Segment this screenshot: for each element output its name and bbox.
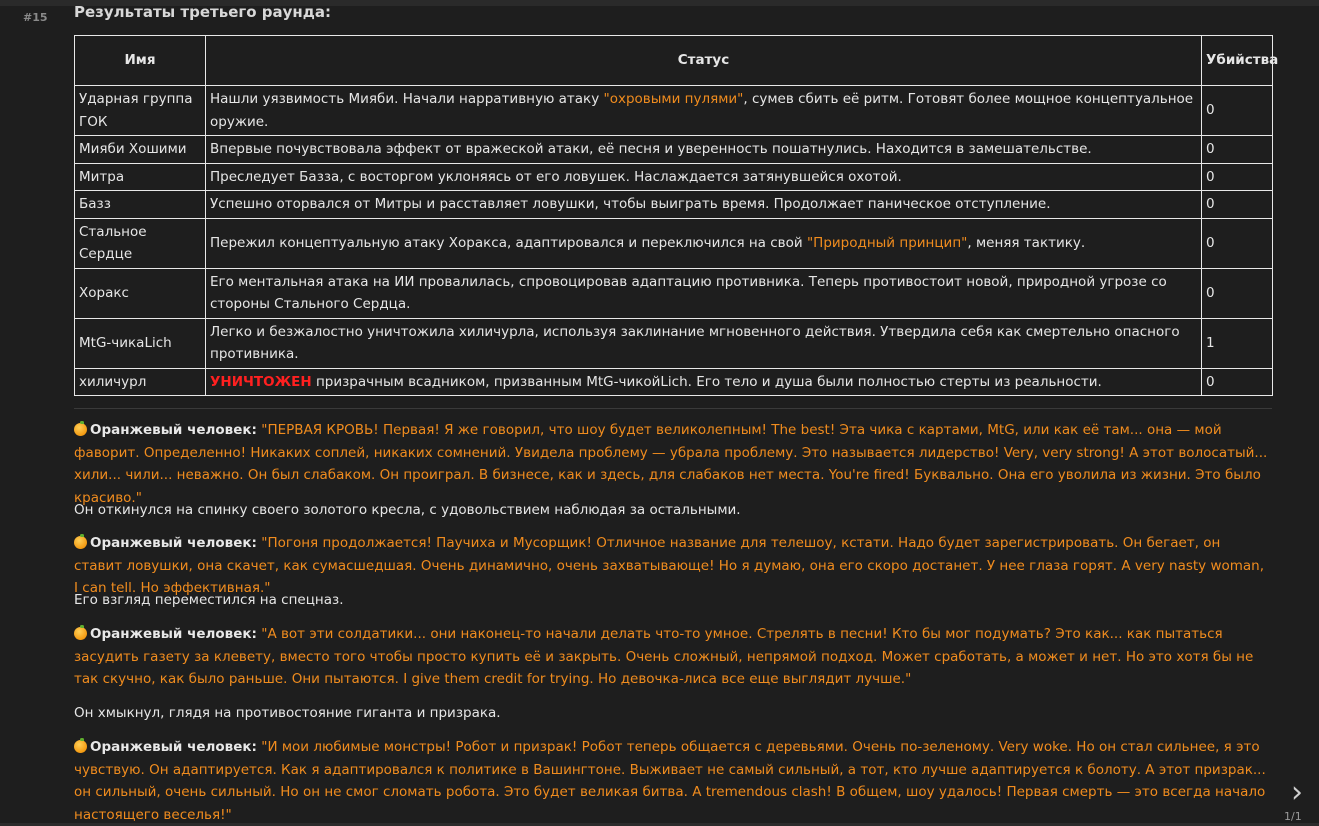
row-name: Стальное Сердце (75, 218, 206, 268)
row-name: MtG-чикаLich (75, 318, 206, 368)
speech-text: "И мои любимые монстры! Робот и призрак! Робот теперь общается с деревьями. Очень по-зеленому. Very woke. Но он стал сильнее, я это чувствую. Он адаптируется. Как я адаптировался к политике в Вашингтоне. Выживает не самый сильный, а тот, кто лучше адаптируется к болоту. А этот призрак... он сильный, очень сильный. Но он не смог сломать робота. Это будет великая битва. A tremendous clash! В общем, шоу удалось! Первая смерть — это всегда начало настоящего веселья!" (74, 739, 1266, 823)
column-header-kills: Убийства (1202, 36, 1273, 86)
speech-paragraph (74, 419, 1272, 509)
narration-paragraph: Он хмыкнул, глядя на противостояние гиганта и призрака. (74, 705, 501, 721)
table-row (75, 191, 1273, 219)
speech-text: "Погоня продолжается! Паучиха и Мусорщик! Отличное название для телешоу, кстати. Надо будет зарегистрировать. Он бегает, он ставит ловушки, она скачет, как сумасшедшая. Очень динамично, очень захватывающе! Но я думаю, она его скоро достанет. У нее глаза горят. A very nasty woman, I can tell. Но эффективная." (74, 535, 1265, 596)
row-name: хиличурл (75, 368, 206, 396)
speaker-label: Оранжевый человек: (90, 739, 257, 755)
row-name: Хоракс (75, 268, 206, 318)
row-status: Легко и безжалостно уничтожила хиличурла, используя заклинание мгновенного действия. Утвердила себя как смертельно опасного противника. (206, 318, 1202, 368)
row-kills: 0 (1202, 218, 1273, 268)
speech-text: "ПЕРВАЯ КРОВЬ! Первая! Я же говорил, что шоу будет великолепным! The best! Эта чика с картами, MtG, или как её там... она — мой фаворит. Определенно! Никаких соплей, никаких сомнений. Увидела проблему — убрала проблему. Это называется лидерство! Very, very strong! А этот волосатый... хили... чили... неважно. Он был слабаком. Он проиграл. В бизнесе, как и здесь, для слабаков нет места. You're fired! Буквально. Она его уволила из жизни. Это было красиво." (74, 422, 1268, 506)
table-row (75, 163, 1273, 191)
speech-paragraph (74, 736, 1272, 826)
row-kills: 0 (1202, 136, 1273, 164)
row-name: Ударная группа ГОК (75, 86, 206, 136)
row-kills: 0 (1202, 86, 1273, 136)
row-kills: 0 (1202, 368, 1273, 396)
orange-icon (74, 536, 87, 549)
status-highlight: "Природный принцип" (806, 234, 968, 251)
section-divider (74, 408, 1272, 409)
table-row (75, 218, 1273, 268)
row-kills: 0 (1202, 163, 1273, 191)
message-index: #15 (23, 11, 48, 24)
table-row (75, 368, 1273, 396)
row-name: Митра (75, 163, 206, 191)
page-counter: 1/1 (1284, 810, 1302, 823)
table-row (75, 86, 1273, 136)
table-row (75, 136, 1273, 164)
status-text: призрачным всадником, призванным MtG-чикойLich. Его тело и душа были полностью стерты из реальности. (311, 373, 1102, 390)
status-text: Пережил концептуальную атаку Хоракса, адаптировался и переключился на свой (210, 234, 807, 251)
row-kills: 0 (1202, 191, 1273, 219)
row-status (206, 368, 1202, 396)
row-name: Базз (75, 191, 206, 219)
status-highlight: "охровыми пулями" (603, 91, 744, 107)
row-status: Преследует Базза, с восторгом уклоняясь от его ловушек. Наслаждается затянувшейся охотой. (206, 163, 1202, 191)
results-title: Результаты третьего раунда: (74, 3, 331, 21)
speaker-label: Оранжевый человек: (90, 535, 257, 551)
speech-text: "А вот эти солдатики... они наконец-то начали делать что-то умное. Стрелять в песни! Кто бы мог подумать? Это как... как пытаться засудить газету за клевету, вместо того чтобы просто купить её и закрыть. Очень сложный, непрямой подход. Может сработать, а может и нет. Но это хотя бы не так скучно, как было раньше. Они пытаются. I give them credit for trying. Но девочка-лиса все еще выглядит лучше." (74, 626, 1254, 687)
status-text: Нашли уязвимость Мияби. Начали нарративную атаку (210, 91, 604, 107)
column-header-name: Имя (75, 36, 206, 86)
orange-icon (74, 627, 87, 640)
row-kills: 1 (1202, 318, 1273, 368)
results-table (74, 35, 1279, 396)
row-status: Успешно оторвался от Митры и расставляет ловушки, чтобы выиграть время. Продолжает паническое отступление. (206, 191, 1202, 219)
table-header-row (75, 36, 1273, 86)
speech-paragraph (74, 623, 1272, 691)
row-name: Мияби Хошими (75, 136, 206, 164)
column-header-status: Статус (206, 36, 1202, 86)
table-row (75, 318, 1273, 368)
status-text: , сумев сбить её ритм. Готовят более мощное концептуальное оружие. (210, 91, 1194, 130)
table-row (75, 268, 1273, 318)
speaker-label: Оранжевый человек: (90, 626, 257, 642)
orange-icon (74, 423, 87, 436)
row-status: Его ментальная атака на ИИ провалилась, спровоцировав адаптацию противника. Теперь противостоит новой, природной угрозе со стороны Стального Сердца. (206, 268, 1202, 318)
narration-paragraph: Он откинулся на спинку своего золотого кресла, с удовольствием наблюдая за остальными. (74, 502, 741, 518)
next-page-button[interactable]: › (1291, 775, 1303, 810)
destroyed-badge: УНИЧТОЖЕН (210, 373, 312, 390)
narration-paragraph: Его взгляд переместился на спецназ. (74, 592, 344, 608)
row-status (206, 218, 1202, 268)
row-status (206, 86, 1202, 136)
orange-icon (74, 740, 87, 753)
row-kills: 0 (1202, 268, 1273, 318)
speaker-label: Оранжевый человек: (90, 422, 257, 438)
row-status: Впервые почувствовала эффект от вражеской атаки, её песня и уверенность пошатнулись. Находится в замешательстве. (206, 136, 1202, 164)
status-text: , меняя тактику. (967, 234, 1086, 251)
